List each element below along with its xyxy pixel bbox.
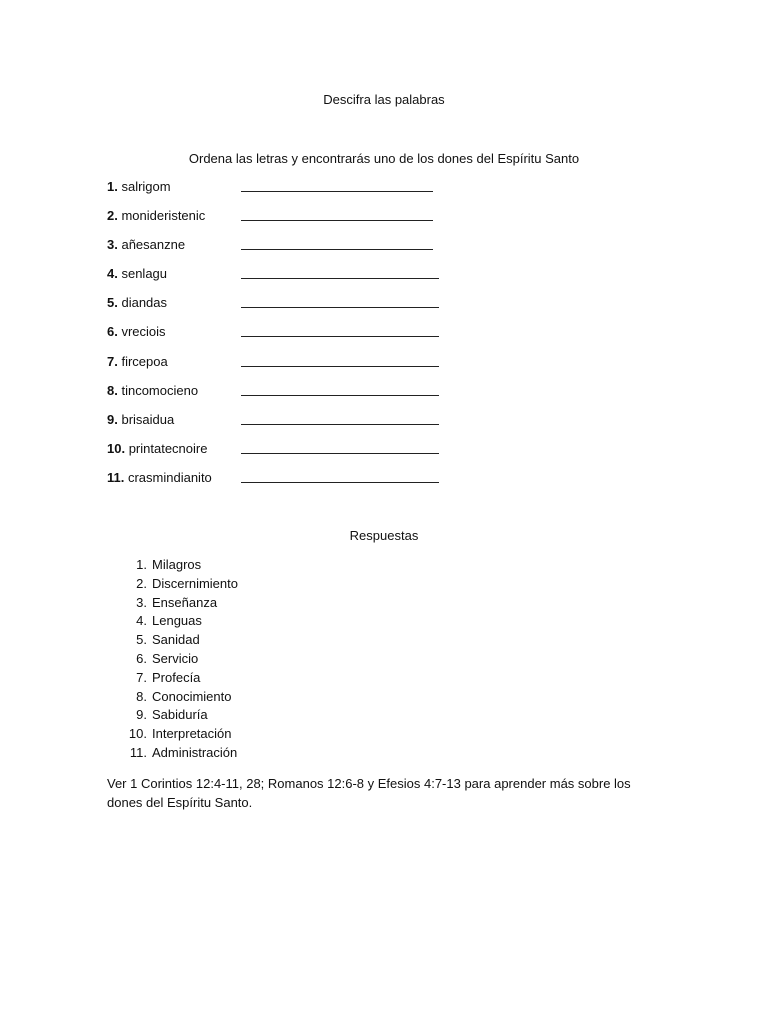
scrambled-word-item (107, 179, 667, 208)
answer-item (107, 613, 507, 632)
bible-reference-note: Ver 1 Corintios 12:4-11, 28; Romanos 12:6-8 y Efesios 4:7-13 para aprender más sobre los dones del Espíritu Santo. (107, 776, 631, 810)
answer-blank-line (241, 366, 439, 367)
scrambled-word: salrigom (121, 179, 171, 194)
answer-number: 4. (136, 613, 147, 629)
scrambled-word: fircepoa (121, 353, 168, 369)
item-number: 3. (107, 237, 122, 253)
answer-text: Enseñanza (152, 594, 218, 610)
item-number: 8. (107, 382, 122, 398)
answer-item (107, 651, 507, 670)
answer-blank-line (241, 482, 439, 483)
scrambled-word-item (107, 295, 667, 324)
page-title: Descifra las palabras (323, 92, 445, 107)
answer-item (107, 576, 507, 595)
answer-number: 10. (128, 726, 147, 742)
instructions: Ordena las letras y encontrarás uno de los dones del Espíritu Santo (188, 151, 580, 166)
answer-text: Lenguas (152, 613, 202, 629)
answers-list (107, 557, 507, 764)
scrambled-word-item (107, 412, 667, 441)
item-number: 5. (107, 295, 122, 311)
answer-blank-line (241, 249, 433, 250)
scrambled-word: brisaidua (121, 411, 175, 427)
answer-blank-line (241, 220, 433, 221)
item-number: 1. (107, 179, 122, 194)
answer-text: Conocimiento (152, 688, 232, 704)
scrambled-word: crasmindianito (127, 469, 212, 485)
answer-item (107, 632, 507, 651)
answer-number: 11. (129, 744, 147, 760)
scrambled-word-item (107, 354, 667, 383)
answer-text: Administración (152, 744, 238, 760)
answer-item (107, 670, 507, 689)
answer-text: Discernimiento (152, 575, 238, 591)
answer-blank-line (241, 191, 433, 192)
answer-text: Interpretación (152, 726, 232, 742)
answer-number: 9. (136, 707, 147, 723)
item-number: 2. (107, 208, 122, 224)
scrambled-word-item (107, 208, 667, 237)
item-number: 10. (107, 440, 129, 456)
answer-number: 2. (136, 575, 147, 591)
answer-item (107, 557, 507, 576)
scrambled-word-list (107, 179, 667, 499)
scrambled-word: monideristenic (121, 208, 206, 224)
answer-number: 8. (136, 688, 147, 704)
answer-number: 7. (136, 669, 147, 685)
answer-text: Sabiduría (152, 707, 208, 723)
scrambled-word: añesanzne (121, 237, 186, 253)
scrambled-word: senlagu (121, 266, 168, 282)
scrambled-word-item (107, 441, 667, 470)
item-number: 7. (107, 353, 122, 369)
answer-item (107, 707, 507, 726)
answer-text: Sanidad (152, 632, 200, 648)
answer-text: Milagros (152, 557, 202, 572)
scrambled-word: tincomocieno (121, 382, 199, 398)
answer-item (107, 726, 507, 745)
answer-text: Profecía (152, 669, 201, 685)
scrambled-word-item (107, 470, 667, 499)
answer-item (107, 689, 507, 708)
item-number: 4. (107, 266, 122, 282)
answer-number: 3. (136, 594, 147, 610)
answers-heading: Respuestas (349, 528, 419, 543)
item-number: 6. (107, 324, 122, 340)
answer-text: Servicio (152, 650, 199, 666)
answer-number: 6. (136, 650, 147, 666)
scrambled-word-item (107, 237, 667, 266)
scrambled-word: printatecnoire (128, 440, 208, 456)
answer-blank-line (241, 307, 439, 308)
answer-blank-line (241, 395, 439, 396)
scrambled-word-item (107, 383, 667, 412)
answer-blank-line (241, 424, 439, 425)
scrambled-word-item (107, 324, 667, 353)
answer-item (107, 745, 507, 764)
answer-item (107, 595, 507, 614)
answer-blank-line (241, 336, 439, 337)
answer-number: 5. (136, 632, 147, 648)
answer-blank-line (241, 453, 439, 454)
answer-number: 1. (136, 557, 147, 572)
scrambled-word: vreciois (121, 324, 166, 340)
item-number: 11. (107, 469, 128, 485)
scrambled-word: diandas (121, 295, 168, 311)
scrambled-word-item (107, 266, 667, 295)
answer-blank-line (241, 278, 439, 279)
item-number: 9. (107, 411, 122, 427)
